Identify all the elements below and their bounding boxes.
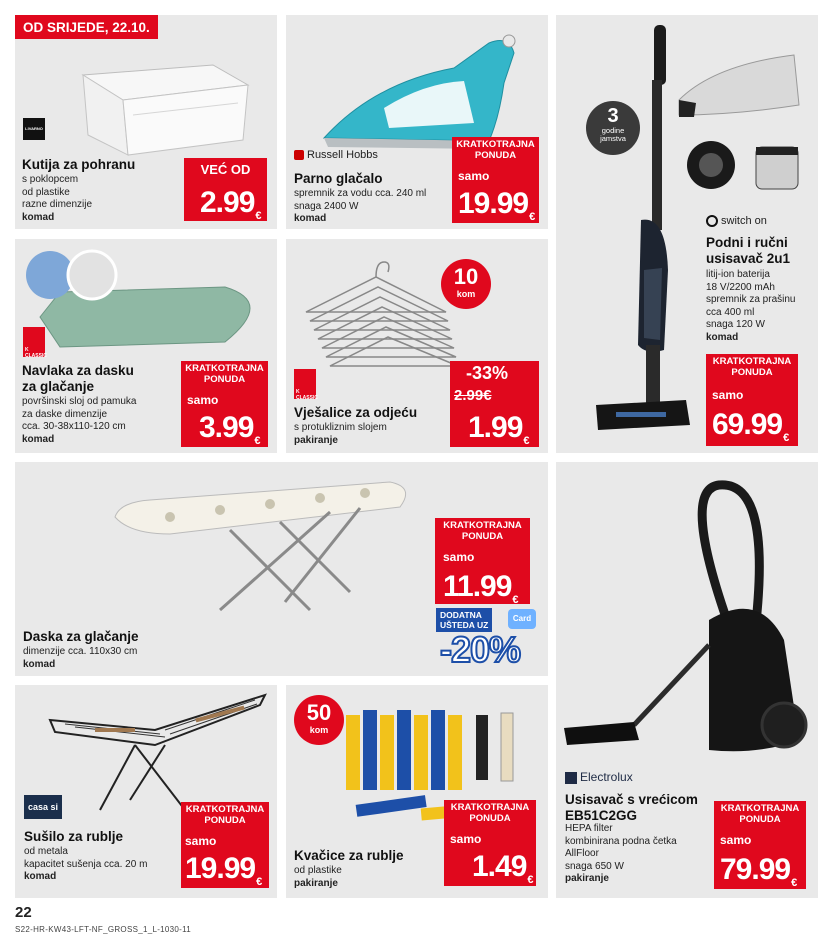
extra-percent: -20% — [440, 629, 521, 670]
price-value: 2.99€ — [200, 186, 261, 222]
product-description: s protukliznim slojem pakiranje — [294, 422, 387, 446]
product-name: Kvačice za rublje — [294, 848, 404, 863]
promo-label: KRATKOTRAJNA PONUDA — [720, 803, 800, 825]
casa-si-logo: casa si — [24, 795, 62, 819]
product-name: Kutija za pohranu — [22, 157, 136, 172]
price-value: 19.99€ — [458, 187, 535, 223]
promo-label: KRATKOTRAJNA PONUDA — [450, 802, 530, 824]
ironing-cover-image — [20, 247, 275, 357]
price-value: 79.99€ — [720, 853, 797, 889]
price-prefix: VEĆ OD — [200, 162, 251, 177]
k-classic-logo: K CLASSIC — [23, 327, 45, 357]
product-tile-stick-vacuum[interactable] — [556, 15, 818, 453]
product-tile-ironing-cover[interactable] — [15, 239, 277, 453]
card-extra-saving — [430, 605, 542, 669]
price-box — [450, 361, 539, 447]
samo-label: samo — [720, 833, 752, 847]
promo-label: KRATKOTRAJNA PONUDA — [185, 363, 264, 385]
k-classic-logo: K CLASSIC — [294, 369, 316, 399]
promo-label: KRATKOTRAJNA PONUDA — [443, 520, 522, 542]
product-tile-steam-iron[interactable] — [286, 15, 548, 229]
hangers-image — [296, 247, 461, 397]
price-value: 19.99€ — [185, 852, 262, 888]
product-name: Navlaka za dasku za glačanje — [22, 363, 134, 394]
samo-label: samo — [458, 169, 490, 183]
product-description: s poklopcem od plastike razne dimenzije komad — [22, 174, 93, 223]
product-description: spremnik za vodu cca. 240 ml snaga 2400 W komad — [294, 188, 427, 224]
price-box — [444, 800, 536, 886]
price-box — [181, 361, 268, 447]
product-name: Vješalice za odjeću — [294, 405, 418, 420]
price-value: 3.99€ — [199, 411, 260, 447]
price-box — [184, 158, 267, 221]
russell-hobbs-logo: Russell Hobbs — [294, 149, 378, 161]
promo-label: KRATKOTRAJNA PONUDA — [185, 804, 265, 826]
discount-percent: -33% — [466, 363, 509, 383]
product-description: litij-ion baterija 18 V/2200 mAh spremnik za prašinu cca 400 ml snaga 120 W komad — [706, 269, 796, 343]
product-name: Podni i ručni usisavač 2u1 — [706, 235, 791, 266]
product-name: Daska za glačanje — [23, 629, 139, 644]
product-name: Usisavač s vrećicom EB51C2GG — [565, 792, 698, 823]
product-tile-clothes-pegs[interactable] — [286, 685, 548, 898]
product-description: dimenzije cca. 110x30 cm komad — [23, 646, 138, 670]
price-value: 69.99€ — [712, 408, 789, 444]
product-tile-ironing-board[interactable] — [15, 462, 548, 676]
promo-label: KRATKOTRAJNA PONUDA — [712, 356, 792, 378]
electrolux-icon — [565, 772, 577, 784]
page-number: 22 — [15, 904, 32, 921]
product-description: od metala kapacitet sušenja cca. 20 m komad — [24, 846, 148, 882]
power-icon — [706, 215, 718, 227]
product-tile-hangers[interactable] — [286, 239, 548, 453]
product-name: Sušilo za rublje — [24, 829, 124, 844]
card-icon: Card — [508, 609, 536, 629]
price-value: 11.99€ — [443, 570, 518, 606]
handheld-vacuum-image — [674, 45, 814, 125]
ironing-board-image — [110, 472, 420, 612]
count-badge: 50 kom — [294, 695, 344, 745]
product-description: od plastike pakiranje — [294, 865, 342, 889]
filter-parts-image — [681, 125, 811, 205]
product-description: površinski sloj od pamuka za daske dimenzije cca. 30-38x110-120 cm komad — [22, 396, 137, 445]
samo-label: samo — [187, 393, 219, 407]
canister-vacuum-image — [559, 470, 815, 760]
storage-box-image — [43, 45, 273, 165]
price-box — [714, 801, 806, 889]
count-badge: 10 kom — [441, 259, 491, 309]
brand-icon — [294, 150, 304, 160]
livarno-logo: LIVARNO — [23, 118, 45, 140]
extra-saving-label: DODATNA UŠTEDA UZ — [436, 608, 492, 632]
samo-label: samo — [185, 834, 217, 848]
samo-label: samo — [450, 832, 482, 846]
catalog-code: S22-HR-KW43-LFT-NF_GROSS_1_L-1030-11 — [15, 925, 192, 934]
price-value: 1.99€ — [468, 411, 529, 447]
price-value: 1.49€ — [472, 850, 533, 886]
price-box — [706, 354, 798, 446]
date-banner: OD SRIJEDE, 22.10. — [15, 15, 158, 39]
switch-on-logo: switch on — [706, 215, 767, 227]
electrolux-logo: Electrolux — [565, 770, 633, 784]
old-price: 2.99€ — [454, 387, 492, 404]
samo-label: samo — [712, 388, 744, 402]
warranty-badge: 3 godine jamstva — [586, 101, 640, 155]
product-tile-electrolux-vacuum[interactable] — [556, 462, 818, 898]
clothes-dryer-image — [45, 690, 270, 815]
promo-label: KRATKOTRAJNA PONUDA — [456, 139, 535, 161]
price-box — [181, 802, 269, 888]
product-tile-storage-box[interactable] — [15, 15, 277, 229]
product-name: Parno glačalo — [294, 171, 383, 186]
samo-label: samo — [443, 550, 475, 564]
product-description: HEPA filter kombinirana podna četka AllFloor snaga 650 W pakiranje — [565, 823, 677, 884]
steam-iron-image — [314, 23, 534, 153]
price-box — [452, 137, 539, 223]
price-box — [435, 518, 530, 604]
product-tile-clothes-dryer[interactable] — [15, 685, 277, 898]
